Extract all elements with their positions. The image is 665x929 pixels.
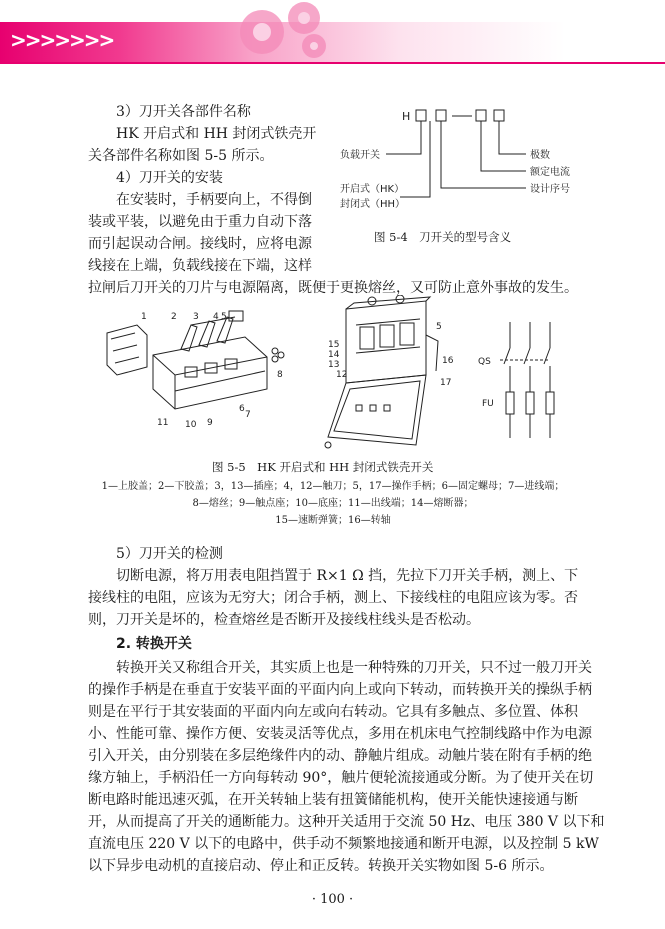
fig54-label-rated-current: 额定电流 <box>530 167 570 178</box>
gear-decoration <box>222 0 342 62</box>
figure-5-4-caption: 图 5-4 刀开关的型号含义 <box>374 230 512 244</box>
section-2-line-4: 小、性能可靠、操作方便、安装灵活等优点，多用在机床电气控制线路中作为电源 <box>88 726 592 742</box>
section-4-line-2: 装或平装，以避免由于重力自动下落 <box>88 214 312 230</box>
fig55-mid-label-17: 17 <box>440 378 452 388</box>
section-2-line-7: 断电路时能迅速灭弧，在开关转轴上装有扭簧储能机构，使开关能快速接通与断 <box>88 792 578 808</box>
section-2-line-3: 则是在平行于其安装面的平面内向左或向右转动。它具有多触点、多位置、体积 <box>88 704 578 720</box>
fig54-label-closed-type: 封闭式（HH） <box>340 199 406 210</box>
section-3-line-2: 关各部件名称如图 5-5 所示。 <box>88 148 274 164</box>
section-5-line-3: 则，刀开关是坏的，检查熔丝是否断开及接线柱线头是否松动。 <box>88 612 480 628</box>
figure-5-5-middle-switch <box>300 295 460 455</box>
section-4-line-1: 在安装时，手柄要向上，不得倒 <box>116 192 312 208</box>
section-2-line-2: 的操作手柄是在垂直于安装平面的平面内向上或向下转动，而转换开关的操纵手柄 <box>88 682 592 698</box>
section-3-title: 3）刀开关各部件名称 <box>116 104 251 120</box>
fig55-mid-label-16: 16 <box>442 356 454 366</box>
fig55-left-label-2: 2 <box>171 312 177 322</box>
header-line <box>0 62 665 64</box>
figure-5-5-caption: 图 5-5 HK 开启式和 HH 封闭式铁壳开关 <box>212 460 434 474</box>
fig55-left-label-1: 1 <box>141 312 147 322</box>
figure-5-4-diagram <box>340 108 590 224</box>
section-2-title: 2. 转换开关 <box>116 636 192 652</box>
section-5-line-1: 切断电源，将万用表电阻挡置于 R×1 Ω 挡，先拉下刀开关手柄，测上、下 <box>116 568 579 584</box>
header-chevrons: >>>>>>> <box>10 28 114 52</box>
section-3-line-1: HK 开启式和 HH 封闭式铁壳开 <box>116 126 317 142</box>
page-number: · 100 · <box>311 892 354 907</box>
page-header <box>0 0 665 62</box>
fig55-left-label-5: 5 <box>221 312 227 322</box>
fig55-mid-label-5: 5 <box>436 322 442 332</box>
figure-5-5-legend-line-1: 1—上胶盖；2—下胶盖；3，13—插座；4，12—触刀；5，17—操作手柄；6—固定螺母；7—进线端； <box>101 481 565 492</box>
fig55-left-label-6: 6 <box>239 404 245 414</box>
fig55-left-label-11: 11 <box>157 418 169 428</box>
fig55-left-label-8: 8 <box>277 370 283 380</box>
fig54-label-poles: 极数 <box>530 150 550 161</box>
section-2-line-10: 以下异步电动机的直接启动、停止和正反转。转换开关实物如图 5-6 所示。 <box>88 858 554 874</box>
fig54-label-load-switch: 负载开关 <box>340 150 380 161</box>
fig54-label-design-seq: 设计序号 <box>530 184 570 195</box>
fig55-mid-label-15: 15 <box>328 340 340 350</box>
fig55-left-label-7: 7 <box>245 410 251 420</box>
fig55-mid-label-12: 12 <box>336 370 348 380</box>
section-2-line-8: 开，从而提高了开关的通断能力。这种开关适用于交流 50 Hz、电压 380 V 以下和 <box>88 814 605 830</box>
figure-5-5-circuit-symbol <box>470 320 570 445</box>
fig55-label-qs: QS <box>478 357 491 367</box>
section-2-line-9: 直流电压 220 V 以下的电路中，供手动不频繁地接通和断开电源，以及控制 5 kW <box>88 836 599 852</box>
section-4-line-4: 线接在上端，负载线接在下端，这样 <box>88 258 312 274</box>
figure-5-5-legend-line-3: 15—速断弹簧；16—转轴 <box>275 515 391 526</box>
section-4-title: 4）刀开关的安装 <box>116 170 223 186</box>
figure-5-5-legend-line-2: 8—熔丝；9—触点座；10—底座；11—出线端；14—熔断器； <box>192 498 474 509</box>
section-5-line-2: 接线柱的电阻，应该为无穷大；闭合手柄，测上、下接线柱的电阻应该为零。否 <box>88 590 578 606</box>
fig55-left-label-3: 3 <box>193 312 199 322</box>
section-2-line-1: 转换开关又称组合开关，其实质上也是一种特殊的刀开关，只不过一般刀开关 <box>116 660 592 676</box>
fig55-mid-label-13: 13 <box>328 360 340 370</box>
section-4-line-5: 拉闸后刀开关的刀片与电源隔离，既便于更换熔丝，又可防止意外事故的发生。 <box>88 280 578 296</box>
section-5-title: 5）刀开关的检测 <box>116 546 223 562</box>
section-2-line-6: 缘方轴上，手柄沿任一方向每转动 90°，触片便轮流接通或分断。为了使开关在切 <box>88 770 594 786</box>
fig54-label-open-type: 开启式（HK） <box>340 184 405 195</box>
fig55-label-fu: FU <box>482 399 494 409</box>
section-2-line-5: 引入开关，由分别装在多层绝缘件内的动、静触片组成。动触片装在附有手柄的绝 <box>88 748 592 764</box>
fig55-left-label-4: 4 <box>213 312 219 322</box>
fig55-mid-label-14: 14 <box>328 350 340 360</box>
section-4-line-3: 而引起误动合闸。接线时，应将电源 <box>88 236 312 252</box>
fig55-left-label-9: 9 <box>207 418 213 428</box>
fig55-left-label-10: 10 <box>185 420 197 430</box>
figure-5-5-left-switch <box>95 305 295 435</box>
fig54-code-letter: H <box>402 110 411 123</box>
